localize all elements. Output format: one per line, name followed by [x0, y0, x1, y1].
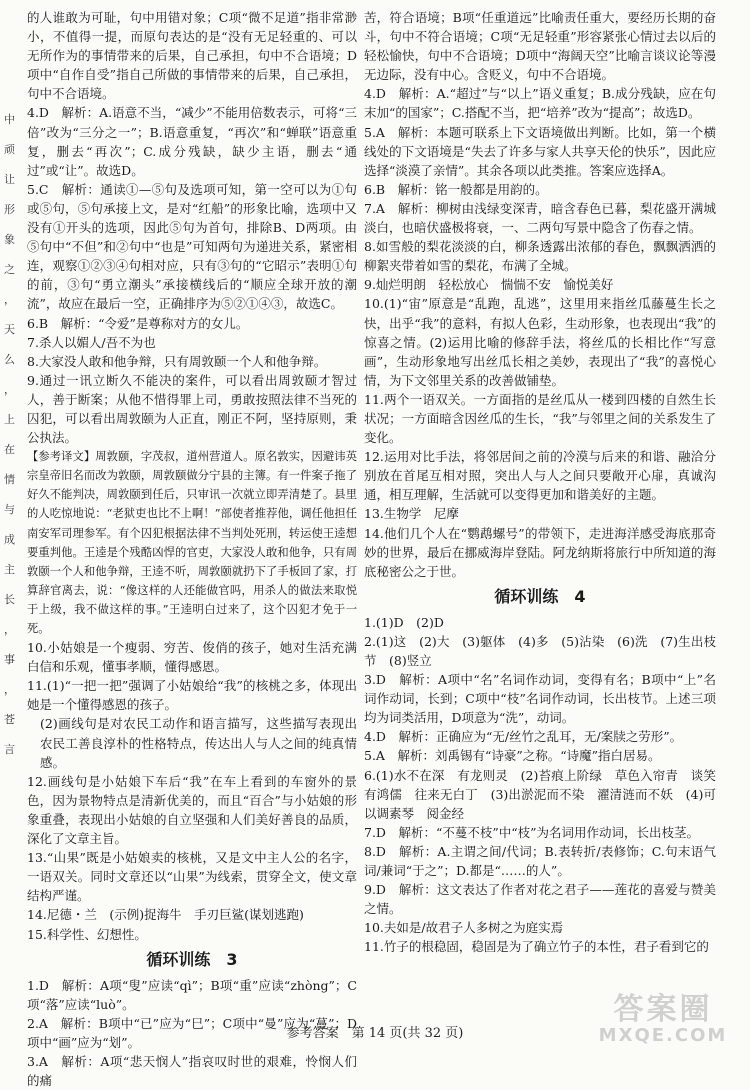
left-column [27, 8, 357, 1090]
answer-item: 4.D 解析：A.“超过”与“以上”语义重复；B.成分残缺，应在句末加“的国家”；C.搭配不当，把“培养”改为“提高”；故选D。 [364, 86, 716, 121]
answer-item: 10.小姑娘是一个瘦弱、穷苦、俊俏的孩子，她对生活充满白信和乐观，懂事孝顺，懂得感恩。 [27, 640, 357, 675]
answer-item: 11.(1)“一把一把”强调了小姑娘给“我”的核桃之多，体现出她是一个懂得感恩的孩子。 [27, 678, 357, 713]
answer-item: 14.他们几个人在“鹦鹉螺号”的带领下，走进海洋感受海底那奇妙的世界，最后在挪威海岸登陆。阿龙纳斯将旅行中所知道的海底秘密公之于世。 [364, 525, 716, 579]
edge-char: 在 [4, 443, 15, 456]
reference-translation: 【参考译文】周敦颐，字茂叔，道州营道人。原名敦实，因避讳英宗皇帝旧名而改为敦颐，周敦颐做分宁县的主簿。有一件案子拖了好久不能判决，周敦颐到任后，只审讯一次就立即弄清楚了。县里的人吃惊地说：“老狱吏也比不上啊！”部使者推荐他，调任他担任南安军司理参军。有个囚犯根据法律不当判处死刑，转运使王逵想要重判他。王逵是个残酷凶悍的官吏，大家没人敢和他争，只有周敦颐一个人和他争辩，王逵不听，周敦颐就扔下了手板回了家，打算辞官离去，说：“像这样的人还能做官吗，用杀人的做法来取悦于上级，我不做这样的事。”王逵明白过来了，这个囚犯才免于一死。 [27, 450, 357, 635]
answer-item: 9.通过一讯立断久不能决的案件，可以看出周敦颐才智过人，善于断案；从他不惜得罪上司，勇敢按照法律不当死的囚犯，可以看出周敦颐为人正直，刚正不阿，坚持原则，秉公执法。 [27, 372, 357, 446]
watermark-logo [588, 994, 738, 1048]
answer-item: 7.D 解析：“不蔓不枝”中“枝”为名词用作动词，长出枝茎。 [364, 824, 700, 840]
edge-char: 中 [4, 113, 15, 126]
answer-item: 13.“山果”既是小姑娘卖的核桃，又是文中主人公的名字，一语双关。同时文章还以“山果”为线索，贯穿全文，使文章结构严谨。 [27, 850, 357, 904]
edge-char: 象 [4, 233, 15, 246]
edge-char: ， [4, 623, 15, 636]
answer-item: 9.灿烂明朗 轻松放心 惴惴不安 愉悦美好 [364, 277, 614, 293]
edge-char: 之 [4, 263, 15, 276]
edge-char: 顽 [4, 143, 15, 156]
answer-item: 的人谁敢为可耻，句中用错对象；C项“微不足道”指非常渺小，不值得一提，而原句表达的是“没有无足轻重的、可以无所作为的事情带来的后果，自己承担，句中不合语境；D项中“自作自受”指自己所做的事情带来的后果，自己承担，句中不合语境。 [27, 10, 357, 102]
edge-char: ， [4, 293, 15, 306]
answer-item: 11.竹子的根稳固，稳固是为了确立竹子的本性，君子看到它的 [364, 939, 709, 955]
answer-item: 5.A 解析：刘禹锡有“诗豪”之称。“诗魔”指白居易。 [364, 748, 661, 764]
answer-item: 15.科学性、幻想性。 [27, 926, 147, 942]
edge-char: 主 [4, 563, 15, 576]
edge-char: 言 [4, 743, 15, 756]
watermark-text-bottom: MXQE.COM [598, 1025, 728, 1046]
answer-item: 3.A 解析：A项“悲天悯人”指哀叹时世的艰难，怜悯人们的痛 [27, 1053, 357, 1089]
answer-item: 10.夫如是/故君子人多树之为庭实焉 [364, 920, 564, 936]
answer-item: 5.A 解析：本题可联系上下文语境做出判断。比如，第一个横线处的下文语境是“失去了许多与家人共享天伦的快乐”，因此应选择“淡漠了亲情”。其余各项以此类推。答案应选择A。 [364, 124, 716, 178]
right-column [364, 8, 716, 957]
edge-char: 事 [4, 653, 15, 666]
answer-item: 8.如雪般的梨花淡淡的白，柳条透露出浓郁的春色，飘飘洒洒的柳絮夹带着如雪的梨花，布满了全城。 [364, 239, 716, 274]
edge-char: 苍 [4, 713, 15, 726]
answer-item: 5.C 解析：通读①—⑤句及选项可知，第一空可以为①句或⑤句，⑤句承接上文，是对“红船”的形象比喻，选项中又没有①开头的选项，因此⑤句为首句，排除B、D两项。由⑤句中“不但”和②句中“也是”可知两句为递进关系，紧密相连，观察①②③④句相对应，只有③句的“它昭示”表明①句的前，③句“勇立潮头”承接横线后的“顺应全球开放的潮流”，故应在最后一空，正确排序为⑤②①④③，故选C。 [27, 181, 357, 312]
edge-char: 么 [4, 353, 15, 366]
answer-item: 2.A 解析：B项中“已”应为“巳”；C项中“曼”应为“蔓”；D项中“画”应为“划”。 [27, 1015, 357, 1050]
answer-item: 6.(1)水不在深 有龙则灵 (2)苔痕上阶绿 草色入帘青 谈笑有鸿儒 往来无白丁 (3)出淤泥而不染 濯清涟而不妖 (4)可以调素琴 阅金经 [364, 767, 716, 821]
answer-item: 2.(1)这 (2)大 (3)躯体 (4)多 (5)沾染 (6)洗 (7)生出枝节 (8)竖立 [364, 633, 716, 668]
edge-char: 成 [4, 533, 15, 546]
edge-char: 上 [4, 413, 15, 426]
edge-char: 情 [4, 473, 15, 486]
answer-item: 14.尼德・兰 (示例)捉海牛 手刃巨鲨(谋划逃跑) [27, 907, 304, 923]
watermark-text-top: 答案圈 [613, 992, 713, 1027]
answer-item: 9.D 解析：这文表达了作者对花之君子——莲花的喜爱与赞美之情。 [364, 882, 716, 917]
answer-item: 6.B 解析：铭一般都是用韵的。 [364, 181, 548, 197]
left-edge-strip [0, 0, 22, 1054]
answer-item: 11.两个一语双关。一方面指的是丝瓜从一楼到四楼的自然生长状况；一方面暗含因丝瓜的生长，“我”与邻里之间的关系发生了变化。 [364, 391, 716, 446]
edge-char: 长 [4, 593, 15, 606]
edge-char: 让 [4, 173, 15, 186]
answer-item: 8.大家没人敢和他争辩，只有周敦颐一个人和他争辩。 [27, 353, 327, 369]
edge-char: ， [4, 683, 15, 696]
answer-item: 1.(1)D (2)D [364, 614, 444, 630]
answer-item: 7.杀人以媚人/吾不为也 [27, 334, 156, 350]
edge-char: 与 [4, 503, 15, 516]
answer-item: 4.D 解析：A.语意不当，“减少”不能用倍数表示，可将“三倍”改为“三分之一”；B.语意重复，“再次”和“蝉联”语意重复，删去“再次”；C.成分残缺，缺少主语，删去“通过”或“让”。故选D。 [27, 105, 357, 178]
answer-item: 苦，符合语境；B项“任重道远”比喻责任重大，要经历长期的奋斗，句中不符合语境；C项“无足轻重”形容紧张心情过去以后的轻松愉快，句中不合语境；D项中“海阔天空”比喻言谈议论等漫无边际，没有中心。含贬义，句中不合语境。 [364, 10, 716, 83]
answer-item: 1.D 解析：A项“叟”应读“qì”；B项“重”应读“zhòng”；C项“落”应读“luò”。 [27, 977, 357, 1012]
answer-item: 6.B 解析：“令爱”是尊称对方的女儿。 [27, 315, 249, 331]
edge-char: 天 [4, 323, 15, 336]
page-footer: 参考答案 第 14 页(共 32 页) [286, 1026, 464, 1041]
answer-item: 7.A 解析：柳树由浅绿变深青，暗含春色已暮，梨花盛开满城淡白，也暗伏盛极将衰，一、二两句写景中隐含了伤春之情。 [364, 200, 716, 236]
answer-item: 12.运用对比手法，将邻居间之前的冷漠与后来的和谐、融洽分别放在首尾互相对照，突出人与人之间只要敞开心扉，真诚沟通，相互理解，生活就可以变得更加和谐美好的主题。 [364, 449, 716, 503]
answer-item: 3.D 解析：A项中“名”名词作动词，变得有名；B项中“上”名词作动词，长到；C项中“枝”名词作动词，长出枝节。上述三项均为词类活用，D项意为“洗”，动词。 [364, 672, 716, 726]
section-heading: 循环训练 4 [494, 586, 586, 606]
answer-item: (2)画线句是对农民工动作和语言描写，这些描写表现出农民工善良淳朴的性格特点，传达出人与人之间的纯真情感。 [40, 716, 357, 770]
edge-char: ， [4, 383, 15, 396]
answer-item: 8.D 解析：A.主谓之间/代词；B.表转折/表修饰；C.句末语气词/兼词“于之”；D.都是“……的人”。 [364, 843, 716, 879]
section-heading: 循环训练 3 [146, 949, 238, 969]
answer-item: 12.画线句是小姑娘下车后“我”在车上看到的车窗外的景色，因为景物特点是清新优美的，而且“百合”与小姑娘的形象重叠，表现出小姑娘的自立坚强和人们美好善良的品质，深化了文章主旨。 [27, 773, 357, 847]
answer-item: 13.生物学 尼摩 [364, 506, 459, 522]
edge-char: 形 [4, 203, 15, 216]
answer-item: 4.D 解析：正确应为“无/丝竹之乱耳，无/案牍之劳形”。 [364, 729, 683, 745]
answer-item: 10.(1)“宙”原意是“乱跑，乱逃”，这里用来指丝瓜藤蔓生长之快，出乎“我”的意料，有拟人色彩，生动形象，也表现出“我”的惊喜之情。(2)运用比喻的修辞手法，将丝瓜的长相比作“写意画”，生动形象地写出丝瓜长相之美妙，表现出了“我”的喜悦心情，为下文邻里关系的改善做铺垫。 [364, 296, 716, 388]
